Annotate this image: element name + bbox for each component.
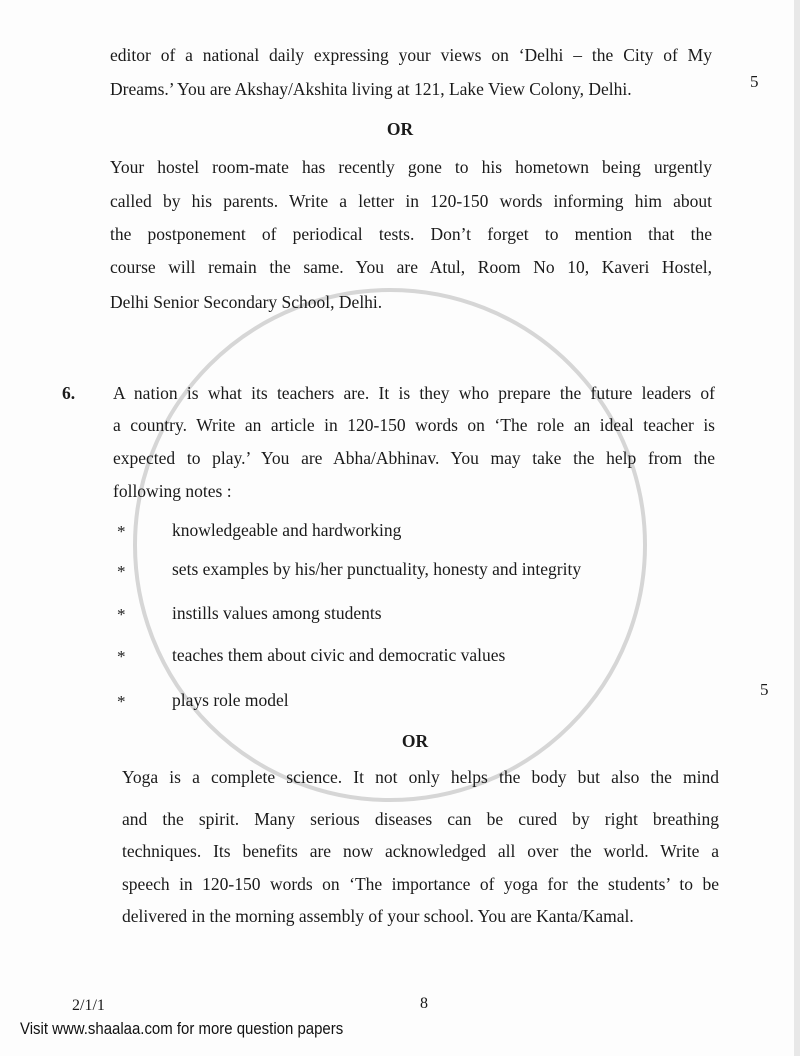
note-item: plays role model [172, 690, 289, 710]
text-line: A nation is what its teachers are. It is they who prepare the future leaders of [113, 383, 715, 403]
text-line: Delhi Senior Secondary School, Delhi. [110, 292, 383, 312]
visit-link[interactable]: Visit www.shaalaa.com for more question papers [20, 1019, 344, 1038]
text-line: editor of a national daily expressing your views on ‘Delhi – the City of My [110, 45, 712, 65]
note-item: instills values among students [172, 603, 382, 623]
marks: 5 [750, 72, 759, 91]
bullet: * [117, 562, 126, 581]
bullet: * [117, 647, 126, 666]
text-line: Your hostel room-mate has recently gone to his hometown being urgently [110, 157, 712, 177]
paper-code: 2/1/1 [72, 997, 105, 1014]
question-number: 6. [62, 383, 76, 403]
text-line: course will remain the same. You are Atul, Room No 10, Kaveri Hostel, [110, 257, 712, 277]
text-line: following notes : [113, 481, 232, 501]
text-line: and the spirit. Many serious diseases can be cured by right breathing [122, 809, 719, 829]
text-line: speech in 120-150 words on ‘The importance of yoga for the students’ to be [122, 874, 719, 894]
note-item: sets examples by his/her punctuality, honesty and integrity [172, 559, 582, 579]
bullet: * [117, 605, 126, 624]
scan-edge [794, 0, 800, 1056]
marks: 5 [760, 680, 769, 699]
note-item: knowledgeable and hardworking [172, 520, 402, 540]
note-item: teaches them about civic and democratic values [172, 645, 506, 665]
text-line: called by his parents. Write a letter in 120-150 words informing him about [110, 191, 712, 211]
or-separator: OR [386, 119, 414, 139]
or-separator: OR [401, 731, 429, 751]
page-number: 8 [420, 995, 428, 1012]
text-line: a country. Write an article in 120-150 words on ‘The role an ideal teacher is [113, 415, 715, 435]
bullet: * [117, 692, 126, 711]
bullet: * [117, 522, 126, 541]
watermark-circle [135, 290, 645, 800]
text-line: the postponement of periodical tests. Don’t forget to mention that the [110, 224, 712, 244]
text-line: expected to play.’ You are Abha/Abhinav. You may take the help from the [113, 448, 715, 468]
text-line: Dreams.’ You are Akshay/Akshita living at 121, Lake View Colony, Delhi. [110, 79, 632, 99]
text-line: techniques. Its benefits are now acknowledged all over the world. Write a [122, 841, 719, 861]
text-line: Yoga is a complete science. It not only helps the body but also the mind [122, 767, 719, 787]
text-line: delivered in the morning assembly of your school. You are Kanta/Kamal. [122, 906, 634, 926]
